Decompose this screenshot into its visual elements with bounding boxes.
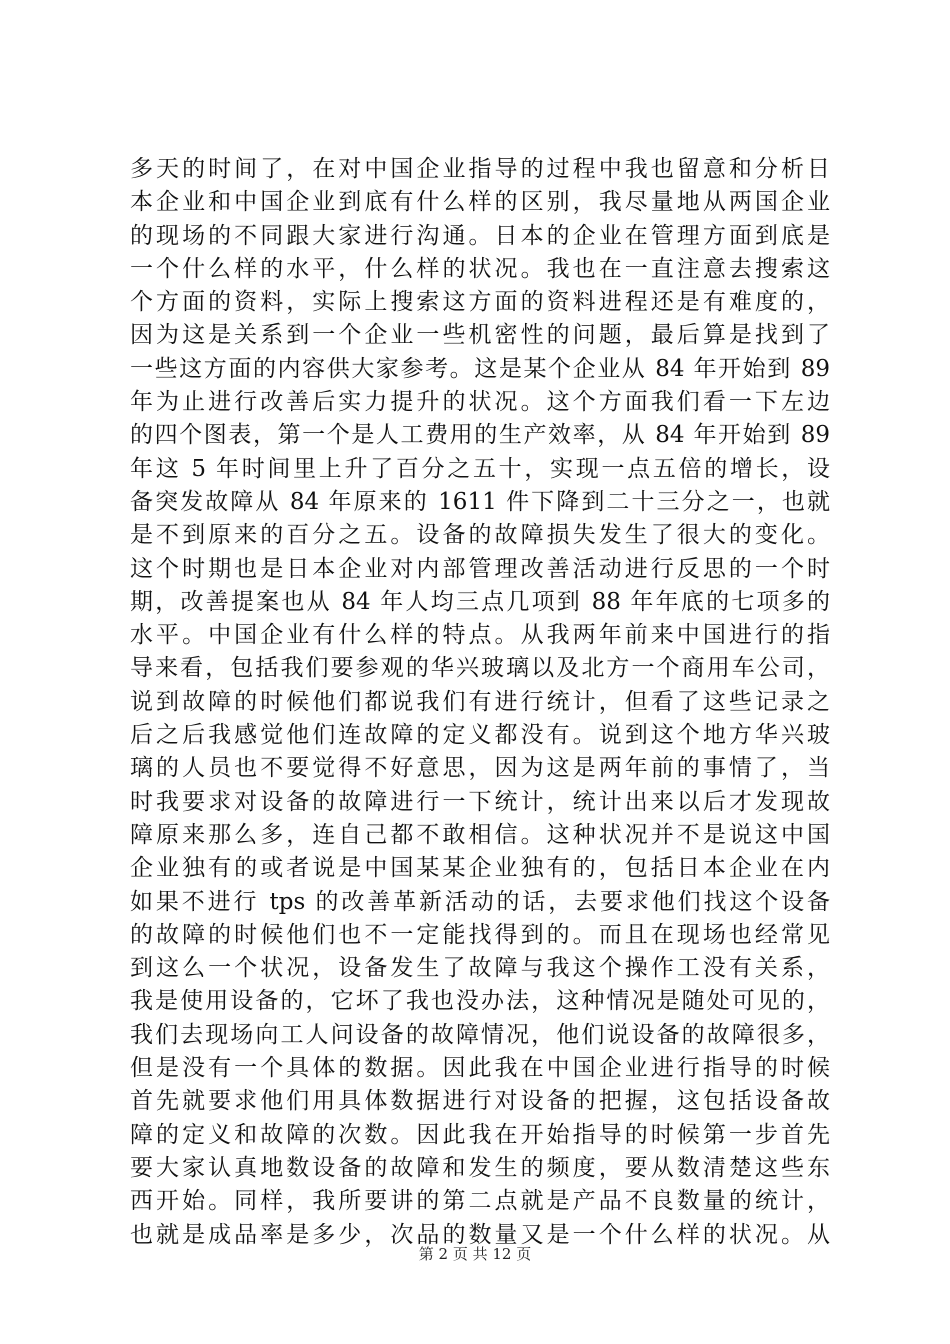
text-line: 也就是成品率是多少，次品的数量又是一个什么样的状况。从 — [130, 1221, 830, 1248]
text-line: 个方面的资料，实际上搜索这方面的资料进程还是有难度的， — [130, 289, 830, 316]
text-line: 时我要求对设备的故障进行一下统计，统计出来以后才发现故 — [130, 788, 830, 815]
text-line: 但是没有一个具体的数据。因此我在中国企业进行指导的时候 — [130, 1055, 830, 1082]
text-line: 年这 5 年时间里上升了百分之五十，实现一点五倍的增长，设 — [130, 455, 830, 482]
text-line: 的故障的时候他们也不一定能找得到的。而且在现场也经常见 — [130, 921, 830, 948]
text-line: 璃的人员也不要觉得不好意思，因为这是两年前的事情了，当 — [130, 755, 830, 782]
text-line: 一个什么样的水平，什么样的状况。我也在一直注意去搜索这 — [130, 255, 830, 282]
text-line: 的现场的不同跟大家进行沟通。日本的企业在管理方面到底是 — [130, 222, 830, 249]
text-line: 备突发故障从 84 年原来的 1611 件下降到二十三分之一，也就 — [130, 488, 830, 515]
text-line: 企业独有的或者说是中国某某企业独有的，包括日本企业在内 — [130, 855, 830, 882]
text-line: 首先就要求他们用具体数据进行对设备的把握，这包括设备故 — [130, 1088, 830, 1115]
text-line: 年为止进行改善后实力提升的状况。这个方面我们看一下左边 — [130, 389, 830, 416]
text-line: 导来看，包括我们要参观的华兴玻璃以及北方一个商用车公司， — [130, 655, 830, 682]
text-line: 这个时期也是日本企业对内部管理改善活动进行反思的一个时 — [130, 555, 830, 582]
text-line: 后之后我感觉他们连故障的定义都没有。说到这个地方华兴玻 — [130, 722, 830, 749]
page-footer: 第 2 页 共 12 页 — [418, 1245, 532, 1263]
text-line: 障的定义和故障的次数。因此我在开始指导的时候第一步首先 — [130, 1121, 830, 1148]
text-line: 西开始。同样，我所要讲的第二点就是产品不良数量的统计， — [130, 1188, 830, 1215]
text-line: 是不到原来的百分之五。设备的故障损失发生了很大的变化。 — [130, 522, 830, 549]
text-line: 障原来那么多，连自己都不敢相信。这种状况并不是说这中国 — [130, 821, 830, 848]
text-line: 说到故障的时候他们都说我们有进行统计，但看了这些记录之 — [130, 688, 830, 715]
text-line: 因为这是关系到一个企业一些机密性的问题，最后算是找到了 — [130, 322, 830, 349]
text-line: 我是使用设备的，它坏了我也没办法，这种情况是随处可见的， — [130, 988, 830, 1015]
text-line: 到这么一个状况，设备发生了故障与我这个操作工没有关系， — [130, 955, 830, 982]
body-text — [130, 153, 830, 1252]
text-line: 期，改善提案也从 84 年人均三点几项到 88 年年底的七项多的 — [130, 588, 830, 615]
text-line: 如果不进行 tps 的改善革新活动的话，去要求他们找这个设备 — [130, 888, 830, 915]
text-line: 要大家认真地数设备的故障和发生的频度，要从数清楚这些东 — [130, 1154, 830, 1181]
text-line: 本企业和中国企业到底有什么样的区别，我尽量地从两国企业 — [130, 189, 830, 216]
text-line: 一些这方面的内容供大家参考。这是某个企业从 84 年开始到 89 — [130, 355, 830, 382]
text-line: 我们去现场向工人问设备的故障情况，他们说设备的故障很多， — [130, 1021, 830, 1048]
text-line: 的四个图表，第一个是人工费用的生产效率，从 84 年开始到 89 — [130, 422, 830, 449]
text-line: 水平。中国企业有什么样的特点。从我两年前来中国进行的指 — [130, 622, 830, 649]
text-line: 多天的时间了，在对中国企业指导的过程中我也留意和分析日 — [130, 156, 830, 182]
